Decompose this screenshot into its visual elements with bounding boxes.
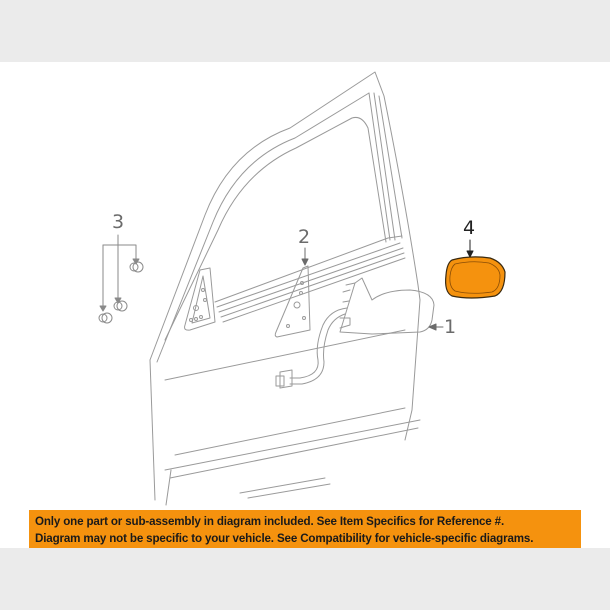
callout-arrows <box>302 248 443 330</box>
callout-label-1: 1 <box>444 316 457 338</box>
disclaimer-banner <box>29 510 581 548</box>
door-diagram-illustration <box>0 62 610 548</box>
disclaimer-line-2: Diagram may not be specific to your vehicle. See Compatibility for vehicle-specific diagrams. <box>35 532 534 545</box>
callout-label-3: 3 <box>112 211 125 233</box>
door-frame <box>150 72 420 505</box>
diagram-canvas <box>0 62 610 548</box>
mirror-glass-part-4 <box>446 257 505 298</box>
callout-arrow-4 <box>467 240 473 257</box>
disclaimer-line-1: Only one part or sub-assembly in diagram included. See Item Specifics for Reference #. <box>35 515 505 528</box>
callout-label-2: 2 <box>298 226 311 248</box>
vent-window-trim <box>185 268 215 330</box>
push-pins-part-3 <box>99 235 143 323</box>
callout-label-4: 4 <box>463 217 476 239</box>
